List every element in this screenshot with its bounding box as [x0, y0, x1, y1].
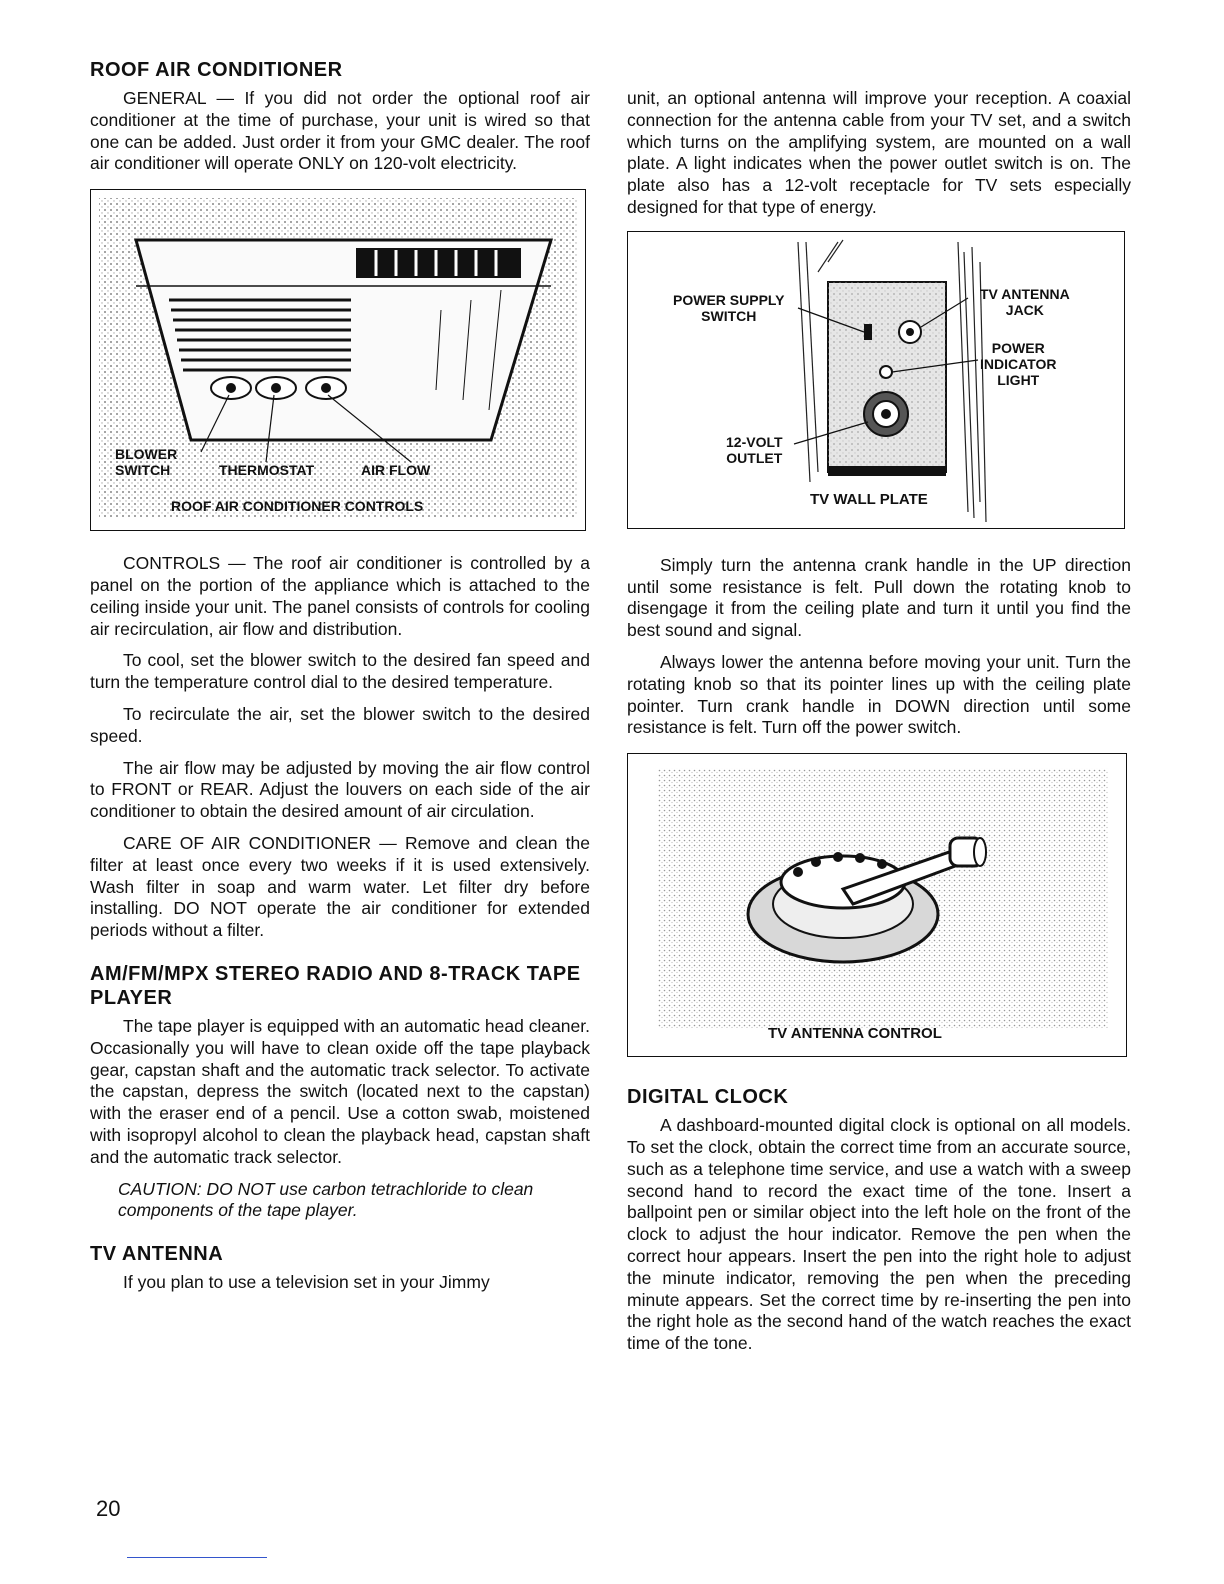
roof-ac-caption: ROOF AIR CONDITIONER CONTROLS	[171, 498, 424, 515]
left-column	[90, 58, 590, 1304]
antenna-control-illustration	[628, 754, 1126, 1056]
outlet-label-line1: 12-VOLT	[726, 433, 783, 450]
roof-ac-to-cool: To cool, set the blower switch to the desired fan speed and turn the temperature control dial to the desired temperature.	[90, 650, 590, 693]
right-column	[627, 88, 1131, 1365]
antenna-lower-paragraph: Always lower the antenna before moving your unit. Turn the rotating knob so that its pointer lines up with the ceiling plate pointer. Turn crank handle in DOWN direction until some resistance is felt. Turn off the power switch.	[627, 651, 1131, 738]
roof-ac-heading: ROOF AIR CONDITIONER	[90, 59, 343, 81]
indicator-label	[980, 340, 1056, 388]
roof-ac-illustration	[91, 190, 585, 530]
antenna-jack-label-line2: JACK	[1005, 301, 1044, 318]
indicator-label-line2: INDICATOR	[980, 355, 1057, 372]
outlet-label	[726, 434, 783, 466]
roof-ac-figure	[90, 189, 586, 531]
blower-label-line2: SWITCH	[115, 462, 171, 479]
antenna-control-figure	[627, 753, 1127, 1057]
power-supply-label-line1: POWER SUPPLY	[673, 291, 785, 308]
antenna-jack-label	[980, 286, 1070, 318]
roof-ac-controls: CONTROLS — The roof air conditioner is controlled by a panel on the portion of the appliance which is attached to the ceiling inside your unit. The panel consists of controls for cooling air recirculation, air flow and distribution.	[90, 553, 590, 639]
roof-ac-recirculate: To recirculate the air, set the blower switch to the desired speed.	[90, 703, 590, 746]
roof-ac-care: CARE OF AIR CONDITIONER — Remove and clean the filter at least once every two weeks if it is used extensively. Wash filter in soap and warm water. Let filter dry before installing. DO NOT operate the air conditioner for extended periods without a filter.	[90, 832, 590, 941]
antenna-control-caption: TV ANTENNA CONTROL	[768, 1025, 942, 1043]
antenna-jack-label-line1: TV ANTENNA	[980, 285, 1070, 302]
roof-ac-general: GENERAL — If you did not order the optional roof air conditioner at the time of purchase, your unit is wired so that one can be added. Just order it from your GMC dealer. The roof air conditioner will operate ONLY on 120-volt electricity.	[90, 88, 590, 174]
digital-clock-body: A dashboard-mounted digital clock is optional on all models. To set the clock, obtain the correct time from an accurate source, such as a telephone time service, and use a watch with a sweep second hand to record the exact time of the tone. Insert a ballpoint pen or similar object into the left hole on the front of the clock to adjust the hour indicator. Remove the pen when the correct hour appears. Insert the pen into the right hole to adjust the minute indicator, removing the pen when the preceding minute appears. Set the correct time by re-inserting the pen into the right hole as the second hand of the watch reaches the exact time of the tone.	[627, 1115, 1131, 1354]
radio-body: The tape player is equipped with an automatic head cleaner. Occasionally you will have to clean oxide off the tape playback gear, capstan shaft and the automatic track selector. To activate the capstan, depress the switch (located next to the capstan) with the eraser end of a pencil. Use a cotton swab, moistened with isopropyl alcohol to clean the playback head, capstan shaft and the automatic track selector.	[90, 1015, 590, 1167]
digital-clock-heading: DIGITAL CLOCK	[627, 1086, 789, 1109]
indicator-label-line3: LIGHT	[997, 371, 1040, 388]
footer-rule	[127, 1557, 267, 1558]
roof-ac-air-flow: The air flow may be adjusted by moving the air flow control to FRONT or REAR. Adjust the louvers on each side of the air conditioner to obtain the desired amount of air circulation.	[90, 757, 590, 822]
airflow-label: AIR FLOW	[361, 462, 431, 479]
wall-plate-caption: TV WALL PLATE	[810, 490, 928, 508]
power-supply-label-line2: SWITCH	[701, 307, 757, 324]
tv-antenna-continued: unit, an optional antenna will improve your reception. A coaxial connection for the antenna cable from your TV set, and a switch which turns on the amplifying system, are mounted on a wall plate. A light indicates when the power outlet switch is on. The plate also has a 12-volt receptacle for TV sets especially designed for that type of energy.	[627, 88, 1131, 217]
outlet-label-line2: OUTLET	[726, 449, 783, 466]
page-number: 20	[96, 1496, 121, 1521]
indicator-label-line1: POWER	[991, 339, 1045, 356]
tv-antenna-body-start: If you plan to use a television set in your Jimmy	[123, 1272, 490, 1293]
blower-label	[115, 446, 177, 478]
thermostat-label: THERMOSTAT	[219, 462, 315, 479]
radio-heading: AM/FM/MPX STEREO RADIO AND 8-TRACK TAPE PLAYER	[90, 962, 581, 1009]
antenna-crank-paragraph: Simply turn the antenna crank handle in the UP direction until some resistance is felt. Pull down the rotating knob to disengage it from the ceiling plate and turn it until you find the best sound and signal.	[627, 554, 1131, 641]
power-supply-label	[673, 292, 785, 324]
tv-wall-plate-figure	[627, 231, 1125, 529]
radio-caution: CAUTION: DO NOT use carbon tetrachloride to clean components of the tape player.	[118, 1178, 534, 1221]
tv-antenna-heading: TV ANTENNA	[90, 1243, 224, 1266]
blower-label-line1: BLOWER	[115, 446, 178, 463]
